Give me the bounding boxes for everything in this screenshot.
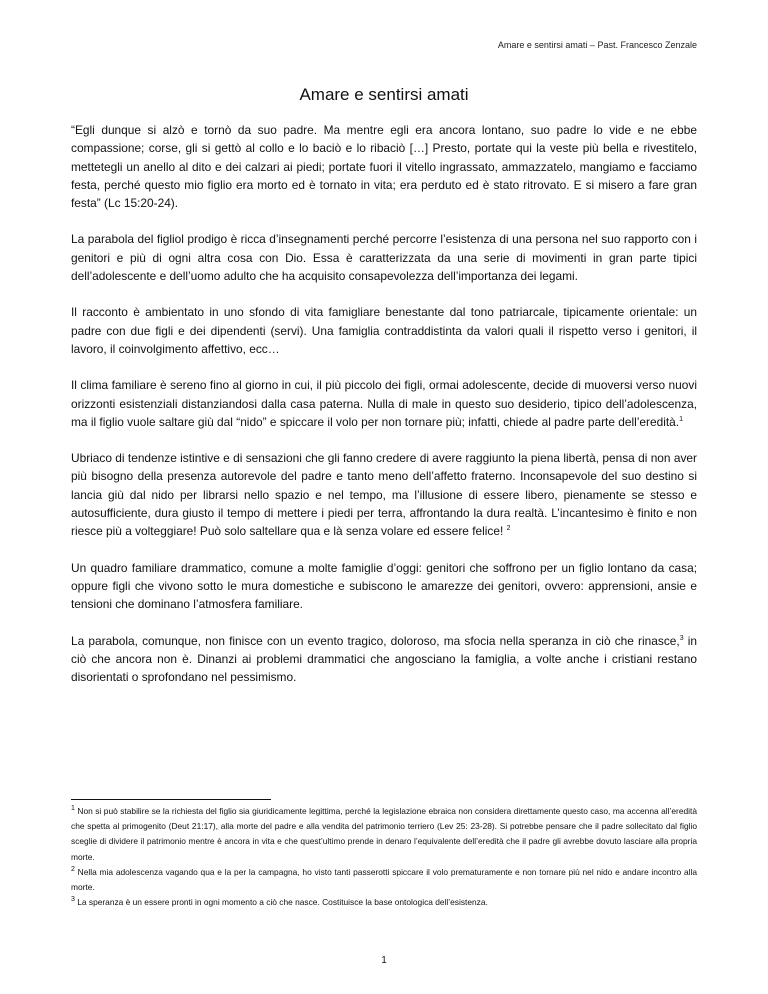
paragraph-text: “Egli dunque si alzò e tornò da suo padre. Ma mentre egli era ancora lontano, suo padre lo vide e ne ebbe compassione; corse, gli si gettò al collo e lo baciò e lo ribaciò […] Presto, portate qui la veste più bella e rivestitelo, mettetegli un anello al dito e dei calzari ai piedi; portate fuori il vitello ingrassato, ammazzatelo, mangiamo e facciamo festa, perché questo mio figlio era morto ed è tornato in vita; era perduto ed è stato ritrovato. E si misero a fare gran festa” (Lc 15:20-24). bbox=[71, 123, 697, 211]
footnote-2 bbox=[71, 865, 697, 895]
paragraph-text: Il racconto è ambientato in uno sfondo di vita famigliare benestante dal tono patriarcale, tipicamente orientale: un padre con due figli e dei dipendenti (servi). Una famiglia contraddistinta da valori quali il rispetto verso i genitori, il lavoro, il coinvolgimento affettivo, ecc… bbox=[71, 305, 697, 356]
footnote-number: 2 bbox=[71, 866, 75, 874]
paragraph-1 bbox=[71, 121, 697, 212]
page-title: Amare e sentirsi amati bbox=[299, 85, 469, 104]
paragraph-4 bbox=[71, 376, 697, 431]
footnote-1 bbox=[71, 804, 697, 865]
paragraph-text: Il clima familiare è sereno fino al giorno in cui, il più piccolo dei figli, ormai adolescente, decide di muoversi verso nuovi orizzonti esistenziali distanziandosi dalla casa paterna. Nulla di male in questo suo desiderio, tipico dell’adolescenza, ma il figlio vuole saltare giù dal “nido” e spiccare il volo per non tornare più; infatti, chiede al padre parte dell’eredità. bbox=[71, 378, 697, 429]
footnote-ref-1[interactable]: 1 bbox=[679, 415, 683, 423]
page-number: 1 bbox=[381, 955, 387, 966]
paragraph-3 bbox=[71, 303, 697, 358]
paragraph-5 bbox=[71, 449, 697, 540]
footnote-number: 1 bbox=[71, 805, 75, 813]
footnote-3 bbox=[71, 895, 697, 910]
footnote-text: Non si può stabilire se la richiesta del figlio sia giuridicamente legittima, perché la legislazione ebraica non considera direttamente questo caso, ma accenna all’eredità che spetta al primogenito (Deut 21:17), alla morte del padre e alla vendita del patrimonio terriero (Lev 25: 23-28). Si potrebbe pensare che il padre sollecitato dal figlio sceglie di dividere il patrimonio mentre è ancora in vita e che quest’ultimo prende in denaro l’equivalente dell’eredità che il padre gli avrebbe dovuto lasciare alla propria morte. bbox=[71, 806, 697, 862]
running-header: Amare e sentirsi amati – Past. Francesco Zenzale bbox=[497, 40, 697, 50]
footnotes-section bbox=[71, 804, 697, 910]
document-body bbox=[71, 121, 697, 704]
paragraph-text: La parabola del figliol prodigo è ricca d’insegnamenti perché percorre l’esistenza di una persona nel suo rapporto con i genitori e più di ogni altra cosa con Dio. Essa è caratterizzata da una serie di movimenti in gran parte tipici dell’adolescente e dell’uomo adulto che ha acquisito consapevolezza dell’importanza dei legami. bbox=[71, 232, 697, 284]
footnote-text: La speranza è un essere pronti in ogni momento a ciò che nasce. Costituisce la base ontologica dell’esistenza. bbox=[74, 897, 488, 908]
paragraph-7 bbox=[71, 632, 697, 687]
paragraph-text: La parabola, comunque, non finisce con un evento tragico, doloroso, ma sfocia nella speranza in ciò che rinasce, bbox=[71, 633, 680, 648]
footnote-ref-2[interactable]: 2 bbox=[506, 525, 511, 533]
paragraph-text-continued: in ciò che ancora non è. Dinanzi ai problemi drammatici che angosciano la famiglia, a volte anche i cristiani restano disorientati o sprofondano nel pessimismo. bbox=[71, 633, 698, 685]
paragraph-text: Ubriaco di tendenze istintive e di sensazioni che gli fanno credere di avere raggiunto la piena libertà, pensa di non aver più bisogno della presenza autorevole del padre e tanto meno dell’affetto fraterno. Inconsapevole del suo destino si lancia giù dal nido per librarsi nello spazio e nel tempo, ma l’illusione di essere libero, pienamente se stesso e autosufficiente, dura giusto il tempo di mettere i piedi per terra, affrontando la dura realtà. L’incantesimo è finito e non riesce più a volteggiare! Può solo saltellare qua e là senza volare ed essere felice! bbox=[71, 451, 697, 539]
paragraph-6 bbox=[71, 559, 697, 614]
paragraph-2 bbox=[71, 230, 697, 285]
footnote-ref-3[interactable]: 3 bbox=[679, 634, 684, 642]
footnote-number: 3 bbox=[71, 896, 75, 904]
paragraph-text: Un quadro familiare drammatico, comune a molte famiglie d’oggi: genitori che soffrono per un figlio lontano da casa; oppure figli che vivono sotto le mura domestiche e subiscono le amarezze dei genitori, ovvero: apprensioni, ansie e tensioni che dominano l’atmosfera familiare. bbox=[71, 560, 697, 612]
footnote-separator bbox=[71, 799, 271, 800]
footnote-text: Nella mia adolescenza vagando qua e la per la campagna, ho visto tanti passerotti spiccare il volo prematuramente e non tornare più nel nido e andare incontro alla morte. bbox=[71, 866, 697, 893]
